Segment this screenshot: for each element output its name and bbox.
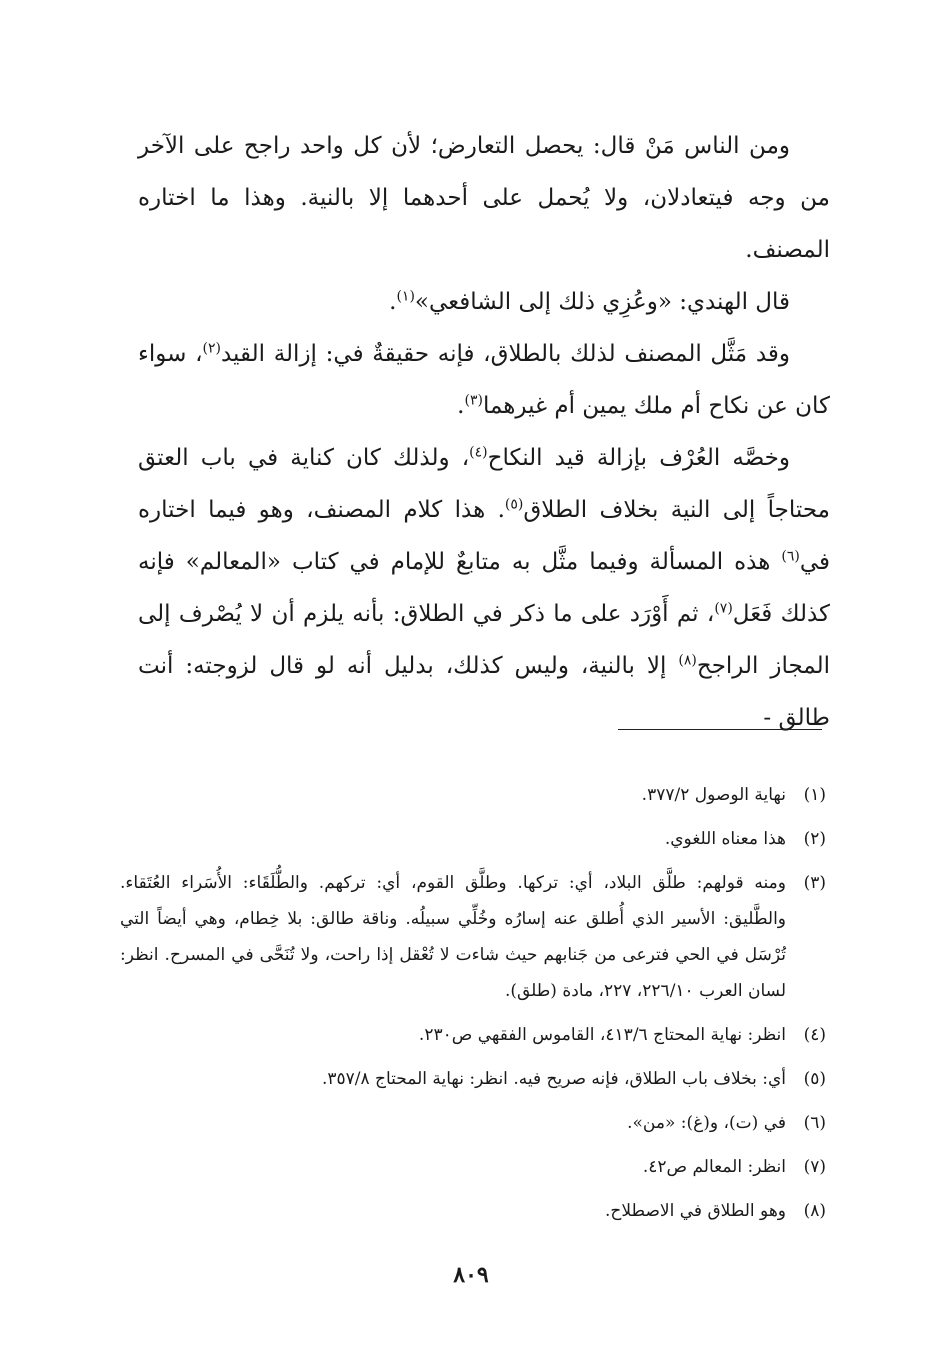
footnote-number: (٨) <box>803 1201 826 1221</box>
footnote-reference: (٨) <box>678 652 697 669</box>
text-segment: وخصَّه العُرْف بإزالة قيد النكاح <box>487 445 790 471</box>
footnotes <box>120 777 826 1237</box>
main-text <box>138 120 830 744</box>
footnote-number: (٥) <box>803 1069 826 1089</box>
footnote <box>120 1193 826 1229</box>
footnote-reference: (٧) <box>714 600 733 617</box>
footnote-number: (٣) <box>803 873 826 893</box>
footnote <box>120 821 826 857</box>
text-segment: ومن الناس مَنْ قال: يحصل التعارض؛ لأن كل واحد راجح على الآخر من وجه فيتعادلان، ولا يُحمل على أحدهما إلا بالنية. وهذا ما اختاره المصنف. <box>138 133 830 263</box>
footnote-number: (١) <box>803 785 826 805</box>
footnote-text: وهو الطلاق في الاصطلاح. <box>605 1201 786 1221</box>
text-segment: ، سواء كان عن نكاح أم ملك يمين أم غيرهما <box>138 341 830 419</box>
footnote <box>120 1105 826 1141</box>
text-segment: وقد مَثَّل المصنف لذلك بالطلاق، فإنه حقيقةٌ في: إزالة القيد <box>220 341 790 367</box>
text-segment: . هذا كلام المصنف، وهو فيما اختاره في <box>138 497 830 575</box>
footnote <box>120 1017 826 1053</box>
footnote-number: (٤) <box>803 1025 826 1045</box>
footnote-number: (٧) <box>803 1157 826 1177</box>
text-segment: . <box>457 393 465 419</box>
paragraph <box>138 120 830 276</box>
paragraph <box>138 432 830 744</box>
page-number: ٨٠٩ <box>453 1262 489 1288</box>
paragraph <box>138 276 830 328</box>
footnote-text: انظر: المعالم ص٤٢. <box>642 1157 786 1177</box>
footnote <box>120 865 826 1009</box>
footnote-reference: (٥) <box>504 496 524 513</box>
text-segment: هذه المسألة وفيما مثَّل به متابعٌ للإمام في كتاب «المعالم» فإنه كذلك فَعَل <box>138 549 831 627</box>
footnote-reference: (٦) <box>781 548 800 565</box>
text-segment: ، ثم أَوْرَد على ما ذكر في الطلاق: بأنه يلزم أن لا يُصْرف إلى المجاز الراجح <box>138 601 831 679</box>
footnote-reference: (٢) <box>202 340 221 357</box>
footnote-reference: (٤) <box>469 444 488 461</box>
footnote-number: (٦) <box>803 1113 826 1133</box>
footnote-reference: (٣) <box>464 392 483 409</box>
footnote-separator <box>618 729 822 730</box>
text-segment: . <box>389 289 397 315</box>
paragraph <box>138 328 830 432</box>
text-segment: ، ولذلك كان كناية في باب العتق محتاجاً إلى النية بخلاف الطلاق <box>138 445 830 523</box>
text-segment: إلا بالنية، وليس كذلك، بدليل أنه لو قال لزوجته: أنت طالق - <box>138 653 830 731</box>
footnote <box>120 1149 826 1185</box>
footnote-text: هذا معناه اللغوي. <box>664 829 786 849</box>
footnote-text: في (ت)، و(غ): «من». <box>627 1113 786 1133</box>
footnote-reference: (١) <box>396 288 415 305</box>
text-segment: قال الهندي: «وعُزِي ذلك إلى الشافعي» <box>414 289 790 315</box>
footnote-number: (٢) <box>803 829 826 849</box>
footnote <box>120 777 826 813</box>
footnote-text: أي: بخلاف باب الطلاق، فإنه صريح فيه. انظر: نهاية المحتاج ٣٥٧/٨. <box>321 1069 786 1089</box>
footnote <box>120 1061 826 1097</box>
footnote-text: نهاية الوصول ٣٧٧/٢. <box>641 785 786 805</box>
footnote-text: ومنه قولهم: طلَّق البلاد، أي: تركها. وطلَّق القوم، أي: تركهم. والطُّلَقَاء: الأُسَراء العُتَقاء. والطَّليق: الأسير الذي أُطلق عنه إسارُه وخُلِّي سبيلُه. وناقة طالق: بلا خِطام، وهي أيضاً التي تُرْسَل في الحي فترعى من جَنابهم حيث شاءت لا تُعْقل إذا راحت، ولا تُنَحَّى في المسرح. انظر: لسان العرب ٢٢٦/١٠، ٢٢٧، مادة (طلق). <box>120 873 786 1001</box>
footnote-text: انظر: نهاية المحتاج ٤١٣/٦، القاموس الفقهي ص٢٣٠. <box>418 1025 786 1045</box>
